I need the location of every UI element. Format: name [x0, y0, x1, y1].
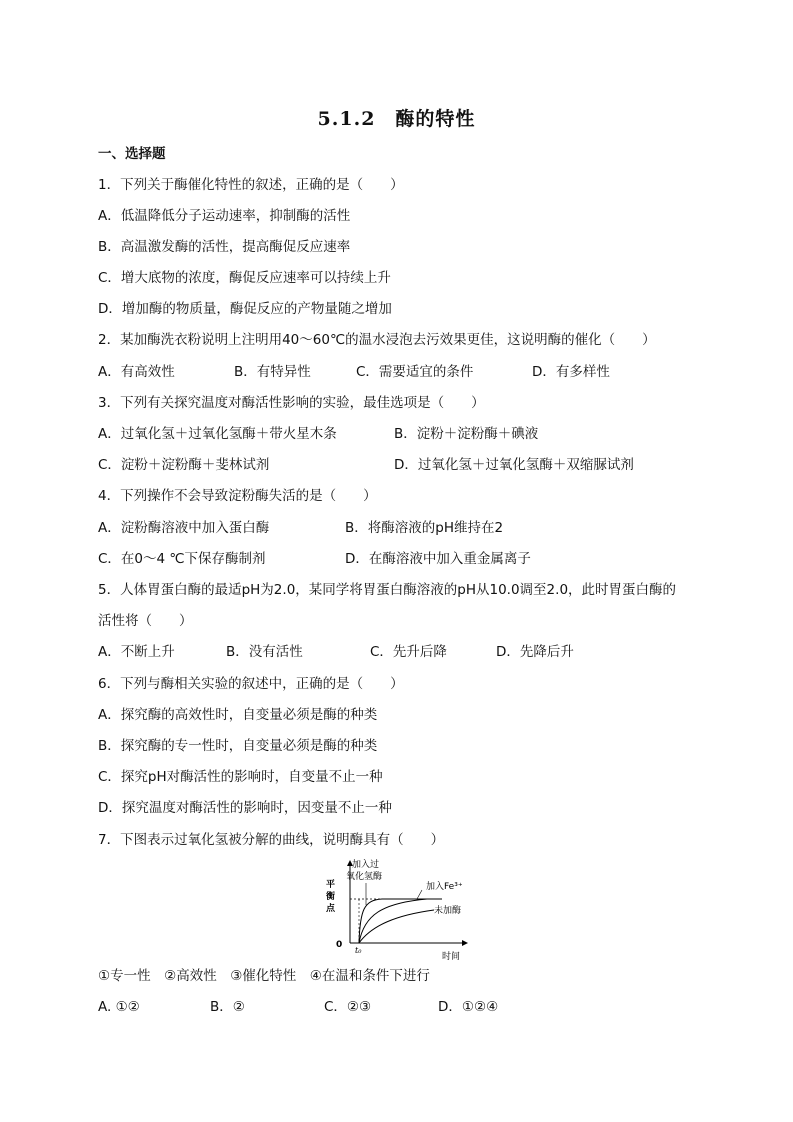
question-5-stem-continued: 活性将（ ） — [98, 613, 193, 629]
question-4-option-d: D．在酶溶液中加入重金属离子 — [345, 551, 531, 567]
no-enzyme-curve — [359, 910, 434, 943]
question-6-option-d: D．探究温度对酶活性的影响时，因变量不止一种 — [98, 800, 392, 816]
label-enzyme-line2: 氧化氢酶 — [346, 872, 383, 882]
question-4-option-a: A．淀粉酶溶液中加入蛋白酶 — [98, 520, 270, 536]
question-5-option-c: C．先升后降 — [370, 644, 447, 660]
t0-label: t₀ — [355, 946, 362, 955]
question-2-option-b: B．有特异性 — [234, 364, 311, 380]
question-3-option-b: B．淀粉＋淀粉酶＋碘液 — [394, 426, 539, 442]
question-2-option-d: D．有多样性 — [532, 364, 610, 380]
label-no-enzyme: 未加酶 — [434, 906, 462, 916]
ylabel-char-2: 衡 — [326, 892, 336, 902]
question-3-option-c: C．淀粉＋淀粉酶＋斐林试剂 — [98, 457, 270, 473]
question-6-stem: 6．下列与酶相关实验的叙述中，正确的是（ ） — [98, 676, 404, 692]
question-7-stem: 7．下图表示过氧化氢被分解的曲线，说明酶具有（ ） — [98, 832, 445, 848]
question-4-stem: 4．下列操作不会导致淀粉酶失活的是（ ） — [98, 488, 377, 504]
question-3-option-a: A．过氧化氢＋过氧化氢酶＋带火星木条 — [98, 426, 337, 442]
question-4-option-b: B．将酶溶液的pH维持在2 — [345, 520, 504, 536]
label-enzyme-line1: 加入过 — [352, 860, 380, 870]
question-7-option-b: B．② — [210, 999, 245, 1015]
section-heading: 一、选择题 — [98, 146, 166, 162]
origin-label: 0 — [336, 940, 343, 950]
question-5-option-d: D．先降后升 — [496, 644, 574, 660]
question-4-option-c: C．在0～4 ℃下保存酶制剂 — [98, 551, 266, 567]
question-1-option-a: A．低温降低分子运动速率，抑制酶的活性 — [98, 208, 351, 224]
question-1-option-c: C．增大底物的浓度，酶促反应速率可以持续上升 — [98, 270, 391, 286]
label-fe: 加入Fe³⁺ — [426, 882, 463, 892]
question-6-option-a: A．探究酶的高效性时，自变量必须是酶的种类 — [98, 707, 378, 723]
page-title: 5.1.2 酶的特性 — [317, 108, 476, 130]
question-3-stem: 3．下列有关探究温度对酶活性影响的实验，最佳选项是（ ） — [98, 395, 485, 411]
question-5-option-a: A．不断上升 — [98, 644, 175, 660]
enzyme-curve — [359, 899, 442, 943]
question-3-option-d: D．过氧化氢＋过氧化氢酶＋双缩脲试剂 — [394, 457, 634, 473]
ylabel-char-3: 点 — [326, 904, 336, 914]
question-7-option-c: C．②③ — [324, 999, 372, 1015]
ylabel-char-1: 平 — [326, 880, 336, 890]
question-6-option-b: B．探究酶的专一性时，自变量必须是酶的种类 — [98, 738, 378, 754]
question-1-option-d: D．增加酶的物质量，酶促反应的产物量随之增加 — [98, 301, 392, 317]
reaction-curve-figure — [322, 855, 472, 965]
question-7-option-a: A. ①② — [98, 999, 140, 1015]
question-2-stem: 2．某加酶洗衣粉说明上注明用40～60℃的温水浸泡去污效果更佳，这说明酶的催化（ ） — [98, 332, 656, 348]
fe-curve — [359, 899, 427, 943]
fe-pointer — [417, 890, 422, 899]
question-5-stem: 5．人体胃蛋白酶的最适pH为2.0，某同学将胃蛋白酶溶液的pH从10.0调至2.0，此时胃蛋白酶的 — [98, 582, 677, 598]
question-2-option-a: A．有高效性 — [98, 364, 175, 380]
question-7-statements: ①专一性 ②高效性 ③催化特性 ④在温和条件下进行 — [98, 968, 430, 984]
question-2-option-c: C．需要适宜的条件 — [356, 364, 474, 380]
question-5-option-b: B．没有活性 — [226, 644, 303, 660]
xlabel: 时间 — [442, 952, 461, 962]
question-7-option-d: D．①②④ — [438, 999, 499, 1015]
question-1-stem: 1．下列关于酶催化特性的叙述，正确的是（ ） — [98, 177, 404, 193]
question-1-option-b: B．高温激发酶的活性，提高酶促反应速率 — [98, 239, 351, 255]
question-6-option-c: C．探究pH对酶活性的影响时，自变量不止一种 — [98, 769, 383, 785]
